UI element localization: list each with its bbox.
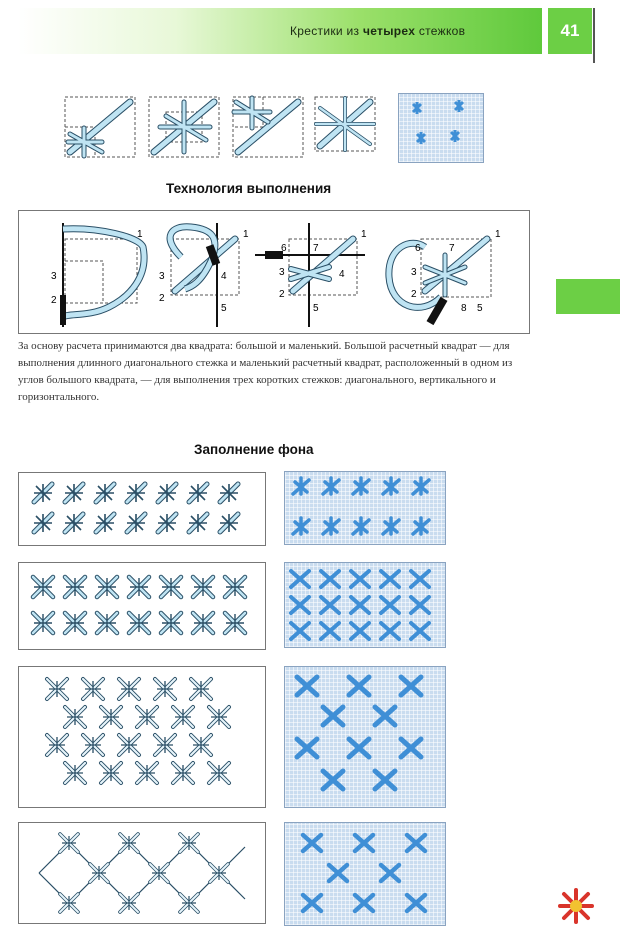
step3-label-4: 4 (339, 269, 345, 280)
step4-label-5: 5 (477, 303, 483, 314)
step4-label-3: 3 (411, 267, 417, 278)
step2-label-5: 5 (221, 303, 227, 314)
fill-title: Заполнение фона (194, 442, 314, 457)
step4-label-2: 2 (411, 289, 417, 300)
fabric-sample-2 (284, 562, 446, 648)
step2-label-1: 1 (243, 229, 249, 240)
technique-step-1 (39, 217, 159, 329)
step4-label-7: 7 (449, 243, 455, 254)
stitch-diagram-3 (230, 94, 306, 160)
step2-label-3: 3 (159, 271, 165, 282)
fabric-sample-top (398, 93, 484, 163)
technique-diagram-frame (18, 210, 530, 334)
step2-label-2: 2 (159, 293, 165, 304)
step4-label-8: 8 (461, 303, 467, 314)
fabric-sample-1 (284, 471, 446, 545)
stitch-diagram-1 (62, 94, 138, 160)
fabric-sample-4 (284, 822, 446, 926)
header-title-part2: стежков (415, 24, 466, 38)
fabric-sample-3 (284, 666, 446, 808)
step4-label-6: 6 (415, 243, 421, 254)
step1-label-2: 2 (51, 295, 57, 306)
technique-step-3 (255, 217, 375, 329)
step3-label-5: 5 (313, 303, 319, 314)
body-text: За основу расчета принимаются два квадрата: большой и маленький. Большой расчетный квадрат — для выполнения длинного диагонального стежка и маленький расчетный квадрат, расположенный в одном из углов большого квадрата, — для выполнения трех коротких стежков: диагонального, вертикального и горизонтального. (18, 340, 513, 403)
stitch-diagram-2 (146, 94, 222, 160)
step1-label-1: 1 (137, 229, 143, 240)
step3-label-2: 2 (279, 289, 285, 300)
star-flower-icon (556, 886, 596, 926)
header-title (290, 24, 465, 38)
step4-label-1: 1 (495, 229, 501, 240)
fill-pattern-4 (18, 822, 266, 924)
step3-label-6: 6 (281, 243, 287, 254)
step3-label-7: 7 (313, 243, 319, 254)
page-number: 41 (548, 8, 592, 54)
fill-pattern-1 (18, 472, 266, 546)
step2-label-4: 4 (221, 271, 227, 282)
technique-step-4 (381, 217, 511, 329)
step3-label-3: 3 (279, 267, 285, 278)
side-tab (556, 279, 620, 314)
step1-label-3: 3 (51, 271, 57, 282)
header-rule (593, 8, 595, 63)
fill-pattern-3 (18, 666, 266, 808)
technique-title: Технология выполнения (166, 181, 332, 196)
technique-step-2 (151, 217, 261, 329)
header-title-part1: Крестики из (290, 24, 363, 38)
fill-pattern-2 (18, 562, 266, 650)
header-title-bold: четырех (362, 24, 416, 38)
step3-label-1: 1 (361, 229, 367, 240)
stitch-diagram-4 (312, 94, 378, 154)
